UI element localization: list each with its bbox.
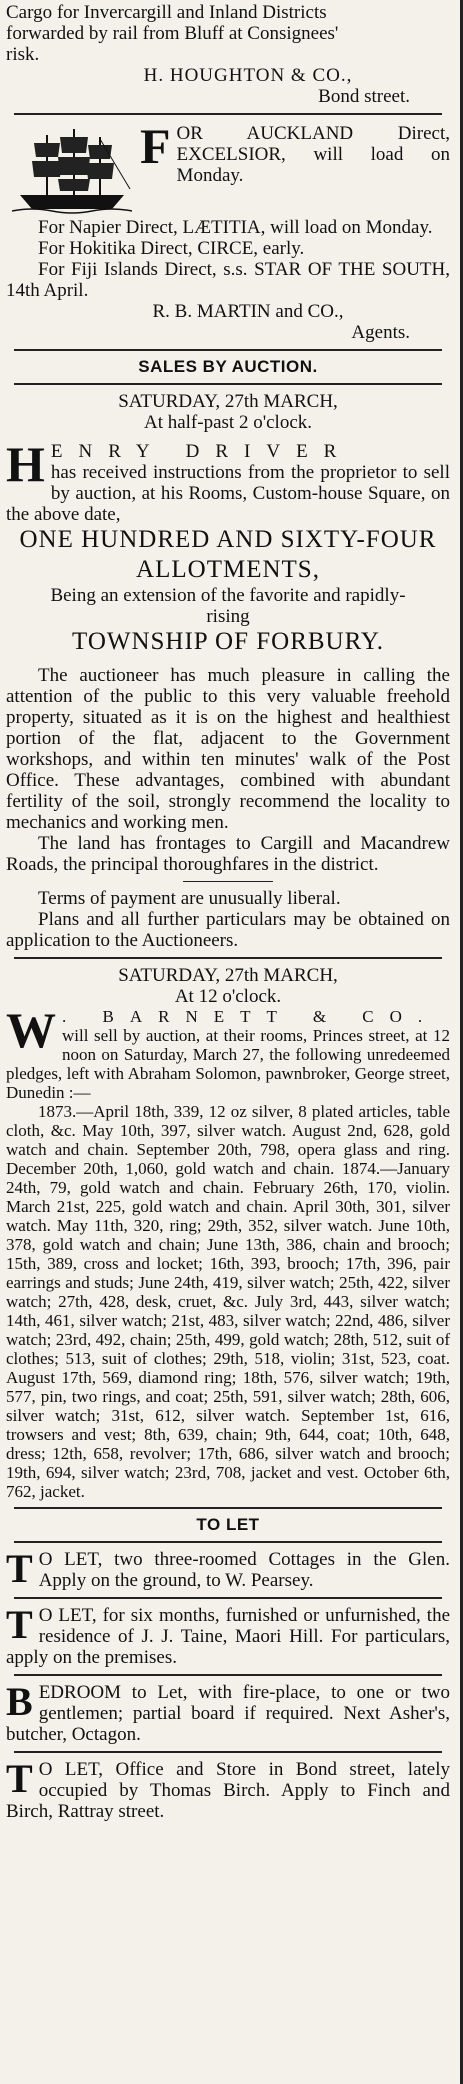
- sale-time: At half-past 2 o'clock.: [143, 412, 313, 433]
- short-divider: [183, 881, 273, 882]
- sailing-ship-icon: [12, 125, 132, 217]
- notice-shipping: [6, 118, 450, 343]
- drop-cap: F: [140, 118, 171, 174]
- divider: [14, 1674, 442, 1676]
- auckland-notice: OR AUCKLAND Direct, EXCELSIOR, will load on Monday.: [176, 123, 450, 186]
- notice-line: forwarded by rail from Bluff at Consignees': [6, 23, 339, 44]
- divider: [14, 383, 442, 385]
- fiji-notice: For Fiji Islands Direct, s.s. STAR OF THE SOUTH, 14th April.: [6, 259, 450, 301]
- description-para: The auctioneer has much pleasure in calling the attention of the public to this very valuable freehold property, situated as it is on the highest and healthiest portion of the flat, adjacent to the Government workshops, and within ten minutes' walk of the Post Office. These advantages, combined with abundant fertility of the soil, strongly recommend the locality to mechanics and working men.: [6, 665, 450, 833]
- sale-body: will sell by auction, at their rooms, Princes street, at 12 noon on Saturday, March 27, the following unredeemed pledges, left with Abraham Solomon, pawnbroker, George street, Dunedin :—: [6, 1026, 450, 1102]
- ad-text: O LET, two three-roomed Cottages in the Glen. Apply on the ground, to W. Pearsey.: [38, 1549, 450, 1591]
- ad-text: O LET, for six months, furnished or unfurnished, the residence of J. J. Taine, Maori Hill. For particulars, apply on the premises.: [6, 1605, 450, 1668]
- firm-name: H. HOUGHTON & CO.,: [143, 65, 353, 86]
- ad-text: EDROOM to Let, with fire-place, to one or two gentlemen; partial board if required. Next Asher's, butcher, Octagon.: [6, 1682, 450, 1745]
- auction-barnett: [6, 965, 450, 1501]
- divider: [14, 349, 442, 351]
- agent-name: R. B. MARTIN and CO.,: [152, 301, 344, 322]
- auctioneer-name: ENRY DRIVER: [50, 441, 353, 462]
- to-let-ad: [6, 1602, 450, 1668]
- drop-cap: T: [6, 1602, 33, 1647]
- firm-address: Bond street.: [318, 86, 410, 107]
- drop-cap: H: [6, 436, 45, 492]
- notice-line: Cargo for Invercargill and Inland Districts: [6, 2, 327, 23]
- section-header-sales: SALES BY AUCTION.: [138, 357, 318, 376]
- drop-cap: T: [6, 1546, 33, 1591]
- to-let-ad: [6, 1679, 450, 1745]
- sale-date: SATURDAY, 27th MARCH,: [118, 965, 338, 986]
- to-let-ad: [6, 1546, 450, 1591]
- extension-text: Being an extension of the favorite and rapidly-rising: [50, 585, 406, 627]
- drop-cap: B: [6, 1679, 33, 1724]
- pledge-list: 1873.—April 18th, 339, 12 oz silver, 8 plated articles, table cloth, &c. May 10th, 397, silver watch. August 2nd, 628, gold watch and chain. September 20th, 798, opera glass and ring. December 20th, 1,060, gold watch and chain. 1874.—January 24th, 79, gold watch and chain. February 26th, 170, violin. March 21st, 225, gold watch and chain. April 30th, 301, silver watch. May 11th, 320, ring; 29th, 352, silver watch. June 10th, 378, gold watch and chain; June 13th, 386, chain and brooch; 15th, 389, cross and locket; 16th, 393, brooch; 17th, 396, pair earrings and studs; June 24th, 419, silver watch; 25th, 422, silver watch; 27th, 428, desk, cruet, &c. July 3rd, 443, silver watch; 14th, 461, silver watch; 21st, 483, silver watch; 22nd, 486, silver watch; 23rd, 492, chain; 25th, 499, gold watch; 28th, 512, suit of clothes; 513, suit of clothes; 29th, 518, violin; 31st, 523, coat. August 17th, 569, diamond ring; 18th, 576, silver watch; 19th, 577, pin, two rings, and coat; 25th, 591, silver watch; 28th, 606, silver watch; 31st, 612, silver watch. September 1st, 616, trowsers and vest; 8th, 639, chain; 9th, 644, coat; 10th, 648, dress; 12th, 658, revolver; 17th, 686, silver watch and brooch; 19th, 694, silver watch; 23rd, 708, jacket and vest. October 6th, 762, jacket.: [6, 1102, 450, 1501]
- plans-text: Plans and all further particulars may be obtained on application to the Auctioneers.: [6, 909, 450, 951]
- to-let-ad: [6, 1756, 450, 1822]
- notice-line: risk.: [6, 44, 40, 65]
- frontage-para: The land has frontages to Cargill and Macandrew Roads, the principal thoroughfares in the district.: [6, 833, 450, 875]
- sale-date: SATURDAY, 27th MARCH,: [118, 391, 338, 412]
- divider: [14, 1507, 442, 1509]
- divider: [14, 1751, 442, 1753]
- section-header-to-let: TO LET: [196, 1515, 260, 1534]
- agent-role: Agents.: [351, 322, 410, 343]
- auctioneer-name: . BARNETT & CO.: [62, 1007, 439, 1026]
- napier-notice: For Napier Direct, LÆTITIA, will load on Monday.: [38, 217, 433, 238]
- divider: [14, 957, 442, 959]
- sale-intro: has received instructions from the proprietor to sell by auction, at his Rooms, Custom-house Square, on the above date,: [6, 462, 450, 525]
- sale-time: At 12 o'clock.: [174, 986, 282, 1007]
- hokitika-notice: For Hokitika Direct, CIRCE, early.: [38, 238, 305, 259]
- drop-cap: T: [6, 1756, 33, 1801]
- terms-text: Terms of payment are unusually liberal.: [38, 888, 341, 909]
- lot-title: ONE HUNDRED AND SIXTY-FOUR ALLOTMENTS,: [19, 526, 437, 583]
- divider: [14, 1597, 442, 1599]
- drop-cap: W: [6, 1002, 56, 1058]
- divider: [14, 1541, 442, 1543]
- divider: [14, 113, 442, 115]
- auction-forbury: [6, 391, 450, 951]
- notice-houghton: [6, 0, 450, 107]
- ad-text: O LET, Office and Store in Bond street, lately occupied by Thomas Birch. Apply to Finch and Birch, Rattray street.: [6, 1759, 450, 1822]
- township-title: TOWNSHIP OF FORBURY.: [72, 628, 384, 655]
